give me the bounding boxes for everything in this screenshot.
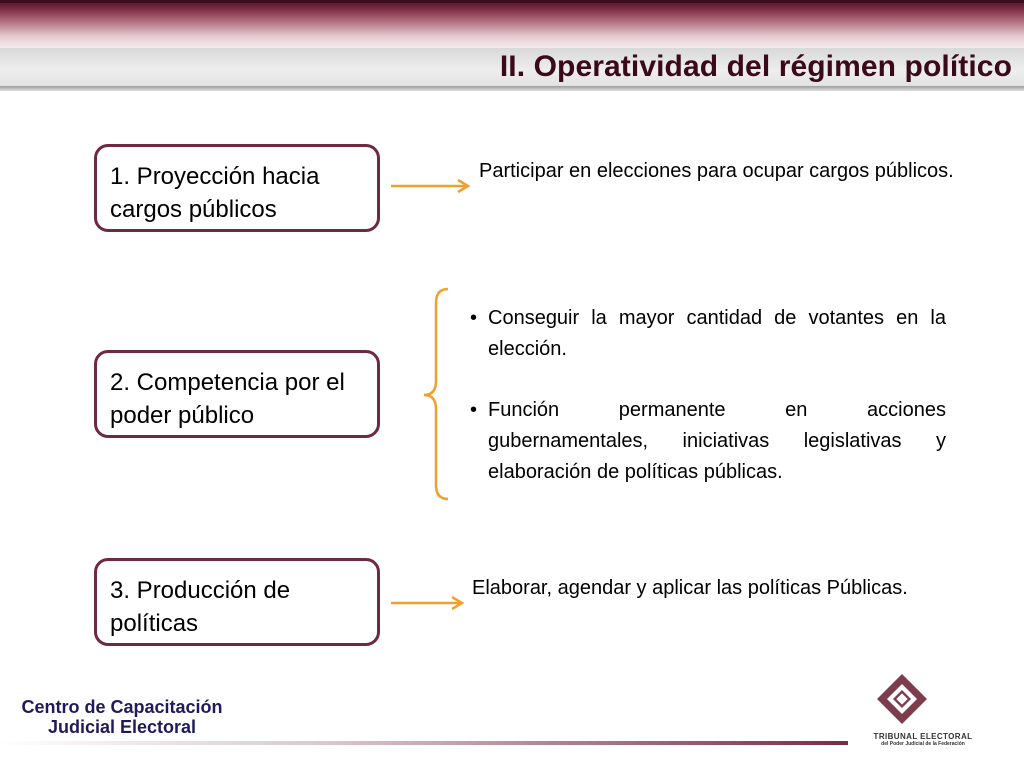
logo-subtitle: del Poder Judicial de la Federación [881,741,965,747]
bullet-text: Función permanente en acciones gubernamentales, iniciativas legislativas y elaboración de políticas públicas. [488,399,946,483]
bullet-item [466,303,946,365]
box-produccion-label: 3. Producción de políticas [110,577,291,637]
description-produccion: Elaborar, agendar y aplicar las políticas Públicas. [472,577,908,599]
curly-brace [424,289,448,499]
footer-divider [0,741,848,745]
footer-org-line2: Judicial Electoral [47,717,197,737]
arrow-3 [391,597,462,609]
footer-organization [0,697,244,737]
bullet-icon: • [470,307,478,329]
logo-title: TRIBUNAL ELECTORAL [873,732,973,741]
box-competencia-label: 2. Competencia por el poder público [110,369,345,429]
arrow-1 [391,180,468,192]
bullet-item [466,395,946,488]
box-proyeccion-label: 1. Proyección hacia cargos públicos [110,163,320,223]
footer-org-line1: Centro de Capacitación [21,697,223,717]
bullet-text: Conseguir la mayor cantidad de votantes en la elección. [488,307,946,360]
description-proyeccion: Participar en elecciones para ocupar cargos públicos. [479,160,954,182]
page-title: II. Operatividad del régimen político [499,50,1012,83]
bullet-icon: • [470,399,478,421]
bullet-list-competencia [466,303,946,488]
